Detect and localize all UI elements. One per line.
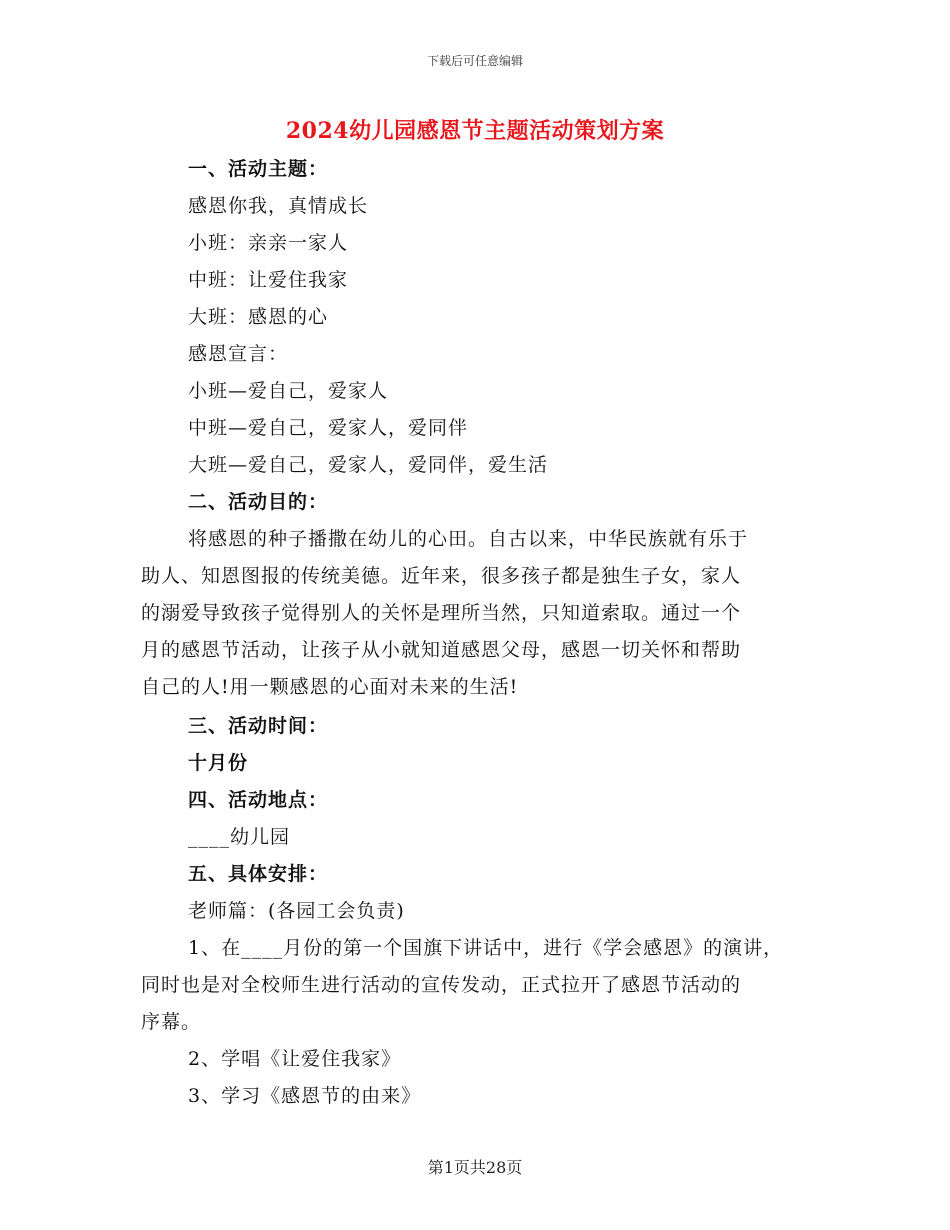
paragraph-line: 助人、知恩图报的传统美德。近年来，很多孩子都是独生子女，家人 bbox=[141, 565, 742, 587]
document-title: 2024幼儿园感恩节主题活动策划方案 bbox=[285, 118, 665, 144]
paragraph-line: 小班—爱自己，爱家人 bbox=[188, 380, 389, 402]
list-item: 2、学唱《让爱住我家》 bbox=[188, 1048, 402, 1070]
section-heading-purpose: 二、活动目的： bbox=[188, 491, 329, 513]
paragraph-line: 感恩宣言： bbox=[188, 343, 289, 365]
page-footer: 第1页共28页 bbox=[427, 1158, 523, 1177]
paragraph-line: 自己的人!用一颗感恩的心面对未来的生活! bbox=[141, 676, 519, 698]
paragraph-line: 同时也是对全校师生进行活动的宣传发动，正式拉开了感恩节活动的 bbox=[141, 974, 742, 996]
activity-location-value: ____幼儿园 bbox=[188, 826, 291, 848]
section-heading-theme: 一、活动主题： bbox=[188, 158, 329, 180]
paragraph-line: 1、在____月份的第一个国旗下讲话中，进行《学会感恩》的演讲， bbox=[188, 937, 784, 959]
paragraph-line: 感恩你我，真情成长 bbox=[188, 195, 369, 217]
paragraph-line: 序幕。 bbox=[141, 1011, 202, 1033]
paragraph-line: 月的感恩节活动，让孩子从小就知道感恩父母，感恩一切关怀和帮助 bbox=[141, 639, 742, 661]
activity-time-value: 十月份 bbox=[188, 752, 249, 774]
paragraph-line: 将感恩的种子播撒在幼儿的心田。自古以来，中华民族就有乐于 bbox=[188, 528, 749, 550]
paragraph-line: 小班：亲亲一家人 bbox=[188, 232, 349, 254]
paragraph-line: 的溺爱导致孩子觉得别人的关怀是理所当然，只知道索取。通过一个 bbox=[141, 602, 742, 624]
section-heading-arrangement: 五、具体安排： bbox=[188, 863, 329, 885]
paragraph-line: 中班：让爱住我家 bbox=[188, 269, 349, 291]
section-heading-time: 三、活动时间： bbox=[188, 715, 329, 737]
list-item: 3、学习《感恩节的由来》 bbox=[188, 1085, 422, 1107]
paragraph-line: 大班：感恩的心 bbox=[188, 306, 329, 328]
paragraph-line: 中班—爱自己，爱家人，爱同伴 bbox=[188, 417, 469, 439]
paragraph-line: 大班—爱自己，爱家人，爱同伴，爱生活 bbox=[188, 454, 549, 476]
section-heading-location: 四、活动地点： bbox=[188, 789, 329, 811]
header-note: 下载后可任意编辑 bbox=[426, 54, 523, 68]
teacher-section-label: 老师篇：(各园工会负责) bbox=[188, 900, 405, 922]
